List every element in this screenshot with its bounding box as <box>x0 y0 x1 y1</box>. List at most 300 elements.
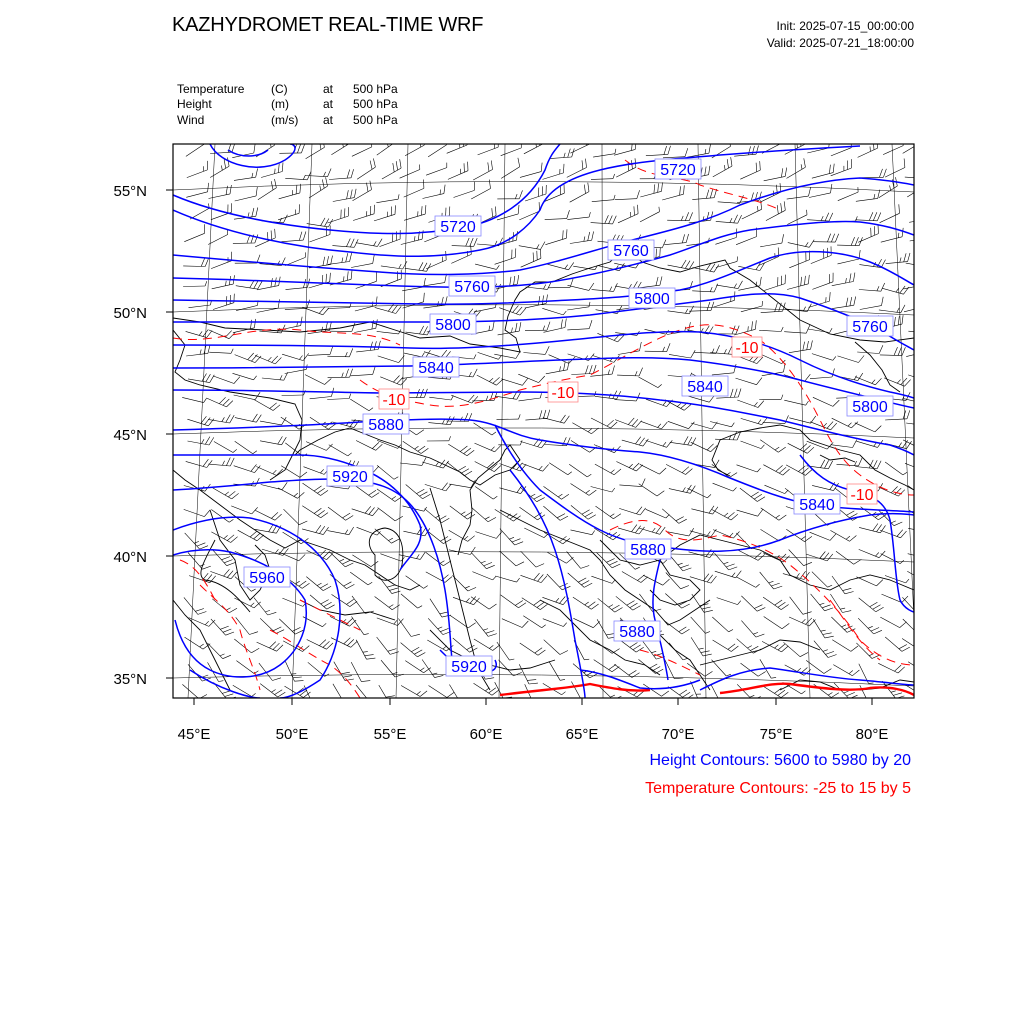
wind-barb-feather <box>473 369 477 377</box>
wind-barb <box>712 660 727 676</box>
wind-barb <box>545 238 566 245</box>
wind-barb-feather <box>825 608 834 611</box>
wind-barb <box>567 329 589 330</box>
wind-barb-feather <box>253 451 257 454</box>
wind-barb-feather <box>458 466 466 471</box>
wind-barb <box>880 617 899 628</box>
wind-barb-feather <box>417 489 425 493</box>
wind-barb-feather <box>920 421 922 425</box>
wind-barb-feather <box>897 530 903 537</box>
wind-barb-feather <box>609 605 613 608</box>
wind-barb-feather <box>918 394 923 402</box>
wind-barb <box>306 147 325 158</box>
wind-barb-feather <box>489 180 490 189</box>
wind-barb <box>284 509 300 525</box>
wind-barb-feather <box>869 212 873 220</box>
wind-barb <box>619 508 640 515</box>
wind-barb <box>596 506 614 519</box>
wind-barb-feather <box>489 604 496 609</box>
wind-barb-feather <box>489 688 496 693</box>
wind-barb <box>182 397 203 402</box>
wind-barb <box>406 576 424 589</box>
wind-barb-feather <box>251 320 252 329</box>
wind-barb-feather <box>435 675 444 677</box>
wind-barb-feather <box>756 163 757 172</box>
lat-tick-label: 45°N <box>113 427 147 444</box>
wind-barb-feather <box>370 342 372 351</box>
wind-barb-feather <box>881 283 885 291</box>
wind-barb-feather <box>730 473 738 478</box>
wind-barb <box>449 685 460 704</box>
wind-barb <box>374 214 395 221</box>
wind-barb <box>350 399 369 411</box>
wind-barb-feather <box>471 245 472 254</box>
wind-barb <box>233 373 254 380</box>
wind-barb-feather <box>320 469 323 473</box>
wind-barb <box>211 510 229 523</box>
wind-barb <box>543 619 564 627</box>
wind-barb-feather <box>775 600 782 605</box>
wind-barb-feather <box>656 249 657 258</box>
lon-tick-label: 45°E <box>177 726 211 743</box>
wind-barb-feather <box>347 639 354 645</box>
wind-barb-feather <box>919 445 923 448</box>
wind-barb-feather <box>755 320 756 329</box>
wind-barb-feather <box>681 586 689 589</box>
wind-barb <box>712 510 731 521</box>
wind-barb <box>714 300 735 307</box>
wind-barb-feather <box>898 667 905 673</box>
wind-barb <box>447 421 469 422</box>
wind-barb-feather <box>254 144 255 153</box>
wind-barb <box>713 483 734 491</box>
wind-barb-feather <box>926 577 933 583</box>
wind-barb-feather <box>403 261 407 269</box>
wind-barb-feather <box>303 232 306 241</box>
wind-barb-feather <box>540 249 541 258</box>
wind-barb-feather <box>296 185 297 194</box>
wind-barb-feather <box>229 276 230 285</box>
wind-barb <box>351 263 373 267</box>
wind-barb-feather <box>902 228 903 237</box>
wind-barb <box>666 464 686 474</box>
wind-barb <box>904 307 925 312</box>
wind-barb-feather <box>756 634 765 637</box>
wind-barb-feather <box>877 286 879 291</box>
wind-barb-feather <box>208 183 209 192</box>
wind-barb-feather <box>850 297 852 306</box>
wind-barb-feather <box>348 134 350 143</box>
wind-barb <box>211 619 226 635</box>
wind-barb <box>378 356 399 363</box>
wind-barb-feather <box>613 174 615 179</box>
wind-barb-feather <box>800 653 808 657</box>
wind-barb-feather <box>326 322 328 331</box>
wind-barb-feather <box>859 458 863 466</box>
wind-barb-feather <box>271 231 272 240</box>
wind-barb-feather <box>488 162 489 171</box>
wind-barb <box>614 149 635 155</box>
wind-barb-feather <box>901 378 907 385</box>
wind-barb <box>734 154 756 156</box>
wind-barb <box>471 553 486 569</box>
wind-barb-feather <box>330 346 333 355</box>
wind-barb <box>377 618 398 626</box>
wind-barb-feather <box>373 509 379 516</box>
wind-barb-feather <box>350 620 357 626</box>
wind-barb-feather <box>302 583 309 588</box>
wind-barb-feather <box>843 588 852 590</box>
wind-barb-feather <box>660 276 662 285</box>
wind-barb-feather <box>756 584 760 587</box>
wind-barb <box>519 398 541 401</box>
wind-barb-feather <box>781 168 782 177</box>
wind-barb <box>279 619 295 634</box>
wind-barb-feather <box>533 253 534 262</box>
wind-barb <box>281 466 300 478</box>
wind-barb-feather <box>709 166 710 175</box>
wind-barb-feather <box>481 561 486 563</box>
wind-barb-feather <box>902 347 906 355</box>
lon-tick-label: 65°E <box>565 726 599 743</box>
wind-barb-feather <box>229 332 235 339</box>
wind-barb-feather <box>612 564 620 568</box>
wind-barb <box>838 356 859 363</box>
wind-barb <box>327 399 349 400</box>
wind-barb <box>502 619 522 628</box>
wind-barb <box>712 146 731 158</box>
wind-barb <box>567 552 581 569</box>
wind-barb-feather <box>445 577 452 583</box>
wind-barb-feather <box>527 680 536 681</box>
wind-barb-feather <box>682 629 690 634</box>
map-title: KAZHYDROMET REAL-TIME WRF <box>172 14 484 36</box>
wind-barb-feather <box>350 239 354 247</box>
wind-barb-feather <box>589 212 590 217</box>
wind-barb <box>646 154 668 155</box>
wind-barb-feather <box>801 537 805 540</box>
wind-barb-feather <box>256 168 258 177</box>
wind-barb-feather <box>298 492 305 498</box>
wind-barb <box>906 263 928 267</box>
wind-barb <box>669 643 683 660</box>
wind-barb-feather <box>226 415 231 423</box>
wind-barb-feather <box>925 396 930 404</box>
wind-barb <box>350 572 368 585</box>
wind-barb-feather <box>258 281 263 289</box>
wind-barb <box>494 354 516 358</box>
wind-barb <box>281 417 299 429</box>
wind-barb-feather <box>924 418 928 426</box>
wind-barb-feather <box>581 566 590 569</box>
wind-barb-feather <box>637 691 644 697</box>
wind-barb <box>477 375 497 385</box>
wind-barb <box>617 375 639 376</box>
wind-barb-feather <box>275 229 276 238</box>
wind-barb-feather <box>921 692 925 695</box>
wind-barb-feather <box>680 186 681 195</box>
wind-barb <box>214 442 233 453</box>
wind-barb-feather <box>660 247 661 256</box>
wind-barb-feather <box>543 464 549 471</box>
wind-barb-feather <box>612 605 620 610</box>
wind-barb-feather <box>730 389 733 398</box>
wind-barb-feather <box>269 642 275 648</box>
wind-barb <box>542 597 563 604</box>
wind-barb <box>401 594 418 608</box>
wind-barb-feather <box>415 446 419 449</box>
wind-barb <box>713 530 733 539</box>
wind-barb <box>423 305 445 308</box>
wind-barb-feather <box>254 319 255 328</box>
wind-barb-feather <box>224 535 228 538</box>
wind-barb-feather <box>686 469 693 475</box>
wind-barb <box>907 185 926 197</box>
wind-barb-feather <box>921 645 928 650</box>
wind-barb-feather <box>927 259 932 267</box>
wind-barb-feather <box>251 589 255 591</box>
wind-barb <box>882 288 903 294</box>
wind-barb <box>329 178 351 180</box>
wind-barb-feather <box>537 602 544 607</box>
wind-barb <box>328 377 350 378</box>
wind-barb-feather <box>732 573 735 577</box>
wind-barb <box>592 200 614 202</box>
wind-barb-feather <box>449 436 451 441</box>
wind-barb-feather <box>330 273 331 282</box>
wind-barb-feather <box>411 634 420 636</box>
wind-barb <box>543 418 564 424</box>
wind-barb <box>521 575 542 582</box>
wind-barb <box>836 551 854 564</box>
wind-barb-feather <box>278 436 283 444</box>
wind-barb <box>186 461 207 467</box>
wind-barb-feather <box>782 646 789 652</box>
wind-barb-feather <box>783 469 790 475</box>
wind-barb <box>618 214 638 223</box>
wind-barb-feather <box>378 239 383 247</box>
wind-barb-feather <box>635 141 636 150</box>
field-name: Temperature <box>177 82 245 96</box>
wind-barb-feather <box>738 601 741 605</box>
wind-barb-feather <box>592 428 599 434</box>
wind-barb <box>885 637 902 651</box>
wind-barb <box>665 594 681 609</box>
wind-barb-feather <box>929 375 935 382</box>
wind-barb-feather <box>472 396 478 403</box>
wind-barb-feather <box>652 528 655 532</box>
wind-barb-feather <box>830 534 836 541</box>
field-unit: (m/s) <box>271 113 299 127</box>
wind-barb-feather <box>584 185 585 194</box>
wind-barb-feather <box>225 492 229 495</box>
wind-barb-feather <box>393 134 395 143</box>
wind-barb-feather <box>486 631 495 634</box>
wind-barb <box>207 643 222 659</box>
wind-barb-feather <box>636 465 643 471</box>
wind-barb-feather <box>711 576 717 583</box>
wind-barb-feather <box>729 630 733 632</box>
wind-barb-feather <box>610 287 612 292</box>
wind-barb-feather <box>442 483 448 490</box>
wind-barb-feather <box>822 605 831 608</box>
wind-barb-feather <box>827 234 830 242</box>
wind-barb-feather <box>734 284 736 288</box>
wind-barb-feather <box>323 257 325 266</box>
wind-barb-feather <box>327 256 329 265</box>
wind-barb-feather <box>328 424 335 429</box>
wind-barb-feather <box>902 396 904 401</box>
wind-barb-feather <box>758 401 764 408</box>
wind-barb-feather <box>702 607 711 609</box>
wind-barb <box>302 307 323 315</box>
wind-barb-feather <box>900 258 901 263</box>
wind-barb <box>812 354 833 361</box>
wind-barb <box>282 354 303 360</box>
wind-barb <box>615 420 636 428</box>
wind-barb <box>784 332 806 334</box>
wind-barb-feather <box>927 211 929 220</box>
wind-barb-feather <box>321 513 328 518</box>
wind-barb <box>741 621 756 638</box>
wind-barb-feather <box>347 170 350 179</box>
wind-barb-feather <box>517 275 518 284</box>
wind-barb-feather <box>572 148 575 157</box>
wind-barb-feather <box>344 276 345 281</box>
wind-barb-feather <box>392 305 397 312</box>
wind-barb <box>667 532 689 536</box>
wind-barb-feather <box>539 410 542 419</box>
wind-barb-feather <box>464 536 468 539</box>
wind-barb-feather <box>420 668 424 671</box>
wind-barb <box>570 240 592 243</box>
wind-barb <box>908 375 929 382</box>
wind-barb <box>305 375 325 385</box>
wind-barb <box>544 640 560 655</box>
wind-barb-feather <box>629 464 633 468</box>
wind-barb-feather <box>724 513 728 516</box>
wind-barb-feather <box>636 507 642 514</box>
wind-barb-feather <box>920 261 923 265</box>
wind-barb-feather <box>370 699 379 702</box>
wind-barb-feather <box>877 213 881 221</box>
wind-barb-feather <box>392 496 396 499</box>
wind-barb-feather <box>223 399 229 405</box>
wind-barb-feather <box>710 287 712 292</box>
wind-barb <box>760 243 782 247</box>
wind-barb-feather <box>612 488 615 492</box>
wind-barb <box>447 145 467 153</box>
wind-barb-feather <box>252 208 254 217</box>
wind-barb-feather <box>828 461 832 469</box>
wind-barb-feather <box>732 423 735 427</box>
wind-barb-feather <box>589 302 590 307</box>
wind-barb-feather <box>460 446 467 452</box>
wind-barb <box>255 510 275 520</box>
wind-barb-feather <box>823 633 832 635</box>
wind-barb-feather <box>868 626 873 628</box>
wind-barb-feather <box>367 658 376 659</box>
wind-barb-feather <box>327 605 335 609</box>
wind-barb-feather <box>346 239 350 247</box>
wind-barb-feather <box>195 609 204 612</box>
wind-barb <box>519 664 529 684</box>
wind-barb-feather <box>446 416 450 424</box>
wind-barb-feather <box>546 295 547 304</box>
wind-barb <box>903 619 919 634</box>
wind-barb-feather <box>486 396 488 401</box>
wind-barb-feather <box>389 605 393 608</box>
wind-barb-feather <box>919 173 921 178</box>
wind-barb-feather <box>633 606 641 611</box>
wind-barb <box>591 576 612 583</box>
wind-barb-feather <box>678 563 683 565</box>
wind-barb <box>614 400 636 401</box>
wind-barb-feather <box>194 541 199 543</box>
wind-barb-feather <box>775 303 778 312</box>
wind-barb <box>860 306 882 310</box>
wind-barb-feather <box>842 611 851 613</box>
wind-barb-feather <box>681 216 683 221</box>
wind-barb-feather <box>392 591 401 594</box>
height-label: 5960 <box>249 570 285 587</box>
lon-tick-label: 50°E <box>275 726 309 743</box>
wind-barb-feather <box>321 218 325 226</box>
wind-barb-feather <box>537 244 540 248</box>
wind-barb <box>520 643 538 655</box>
wind-barb-feather <box>342 373 344 378</box>
wind-barb <box>618 351 640 355</box>
wind-barb <box>331 638 351 648</box>
wind-barb <box>741 441 762 449</box>
wind-barb-feather <box>807 447 814 453</box>
height-label: 5840 <box>418 360 454 377</box>
wind-barb-feather <box>917 610 925 613</box>
wind-barb-feather <box>536 564 544 568</box>
wind-barb <box>880 213 900 222</box>
wind-barb-feather <box>782 623 789 628</box>
wind-barb <box>764 176 786 180</box>
wind-barb-feather <box>272 678 281 681</box>
wind-barb-feather <box>635 437 640 444</box>
wind-barb-feather <box>323 641 330 647</box>
wind-barb-feather <box>303 646 310 652</box>
wind-barb-feather <box>751 492 759 497</box>
wind-barb-feather <box>447 692 454 697</box>
wind-barb-feather <box>833 400 839 406</box>
wind-barb-feather <box>206 374 211 382</box>
wind-barb-feather <box>833 356 836 360</box>
wind-barb-feather <box>321 490 328 495</box>
wind-barb-feather <box>250 531 257 537</box>
wind-barb-feather <box>899 443 902 447</box>
wind-barb-feather <box>422 353 425 357</box>
wind-barb-feather <box>679 627 687 632</box>
wind-barb-feather <box>582 510 590 515</box>
wind-barb <box>859 527 880 532</box>
wind-barb-feather <box>339 559 344 561</box>
wind-barb-feather <box>585 602 589 605</box>
wind-barb <box>643 642 656 660</box>
wind-barb <box>908 331 930 332</box>
wind-barb-feather <box>903 440 908 447</box>
wind-barb-feather <box>271 512 278 518</box>
wind-barb-feather <box>234 377 240 384</box>
wind-barb <box>550 157 572 159</box>
wind-barb-feather <box>372 442 379 448</box>
wind-barb <box>260 684 278 697</box>
wind-barb-feather <box>920 133 922 142</box>
